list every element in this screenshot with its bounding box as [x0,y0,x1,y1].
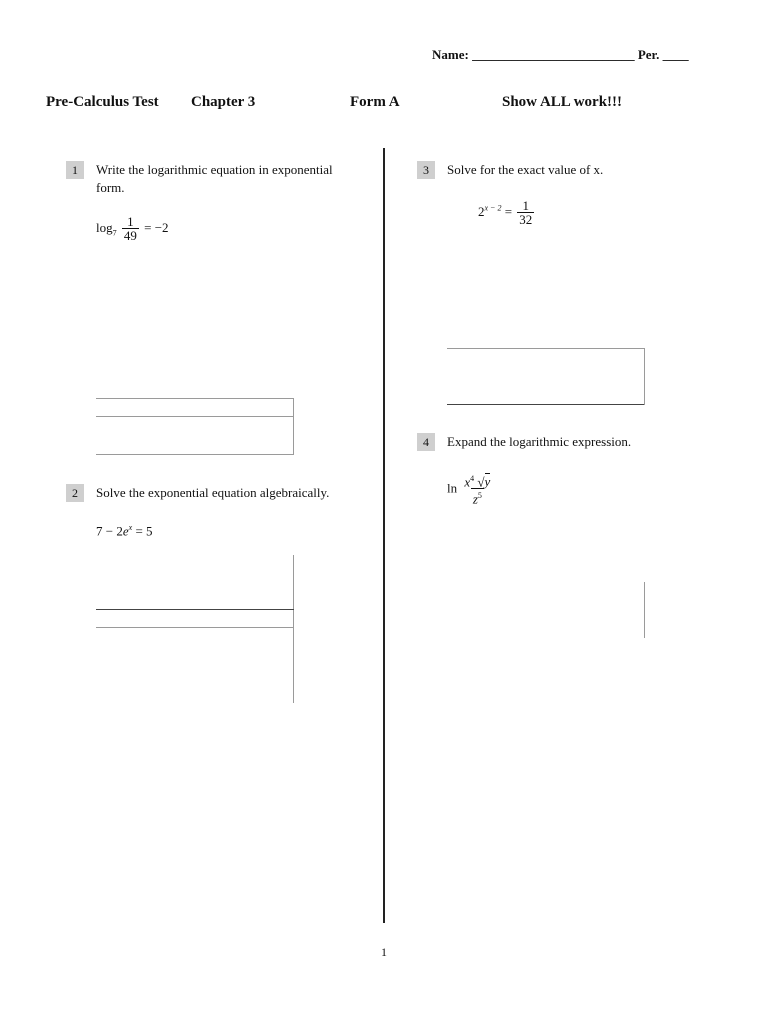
instruction-label: Show ALL work!!! [502,94,623,110]
answer-4-side-line [644,582,645,638]
page-number: 1 [381,945,387,959]
question-1-equation: $\log_7$ $\frac{1}{49}$ = −2 [96,214,169,243]
answer-2-top-line [96,609,294,610]
question-3-text: Solve for the exact value of x. [447,162,604,177]
question-2-text: Solve the exponential equation algebraically. [96,485,330,500]
answer-1-bottom-line [96,454,294,455]
question-1-text: Write the logarithmic equation in exponential form. [96,162,333,195]
question-1-number: 1 [66,161,84,179]
question-2-equation: $7 - 2e^x = 5$ [96,523,153,539]
form-label: Form A [350,94,400,110]
question-2-number: 2 [66,484,84,502]
answer-1-mid-line [96,416,294,417]
test-title: Pre-Calculus Test [46,94,159,110]
question-4-expression: ln $\frac{x^4 √y}{z^5}$ [447,474,491,507]
answer-3-side-line [644,348,645,405]
question-4-text: Expand the logarithmic expression. [447,434,632,449]
answer-3-bottom-line [447,404,645,405]
name-period-line: Name: _________________________ Per. ____ [432,47,689,62]
answer-2-bottom-line [96,627,294,628]
answer-1-side-line [293,398,294,455]
answer-2-side-line [293,555,294,703]
question-3-equation: $2^{x - 2}$ = $\frac{1}{32}$ [478,198,533,227]
chapter-label: Chapter 3 [191,94,256,110]
answer-3-top-line [447,348,645,349]
column-divider [383,148,385,923]
question-3-number: 3 [417,161,435,179]
question-4-number: 4 [417,433,435,451]
answer-1-top-line [96,398,294,399]
